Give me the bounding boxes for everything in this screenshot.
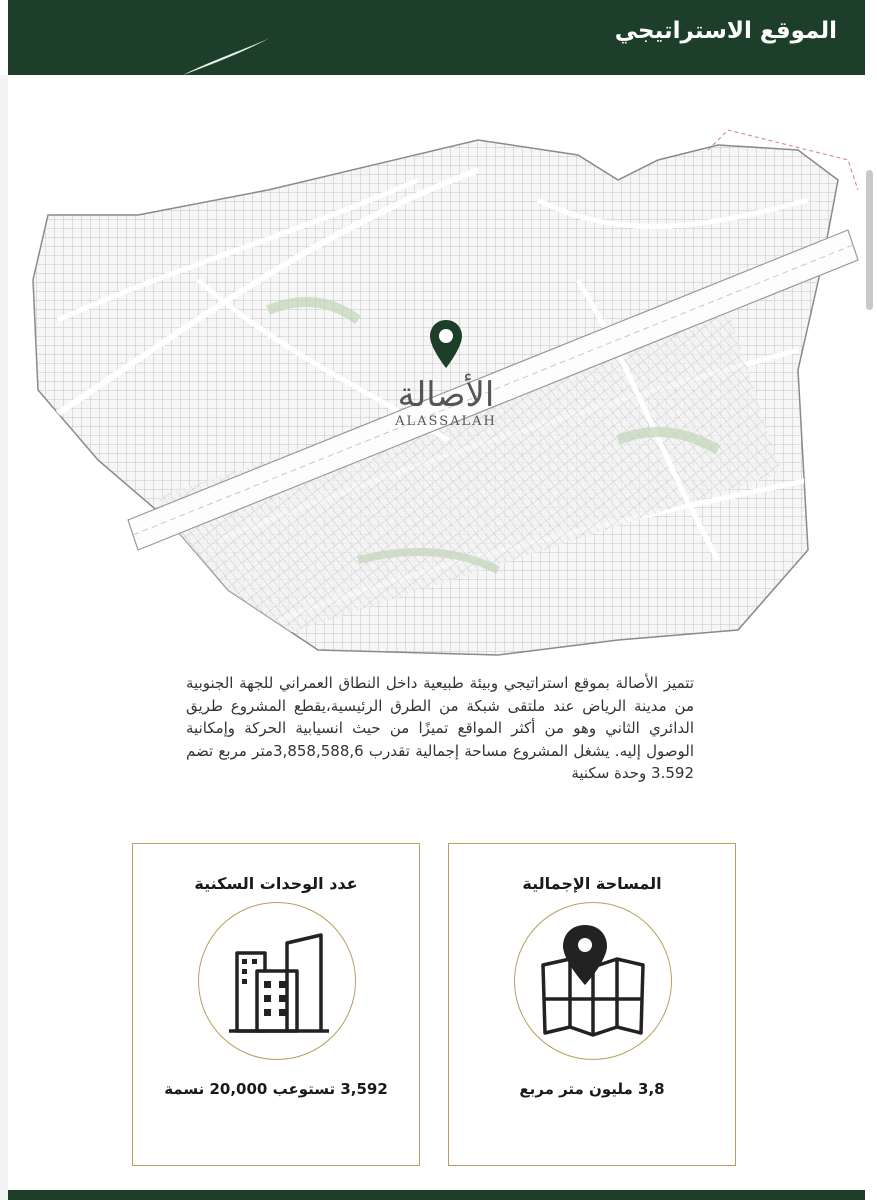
header-swoosh-decoration — [8, 0, 308, 75]
logo-arabic-text: الأصالة — [397, 375, 495, 415]
buildings-icon — [199, 903, 354, 1058]
page-left-edge — [0, 75, 8, 1200]
project-logo — [386, 318, 506, 429]
units-card-title: عدد الوحدات السكنية — [194, 874, 358, 893]
location-description: تتميز الأصالة بموقع استراتيجي وبيئة طبيعية داخل النطاق العمراني للجهة الجنوبية من مدينة الرياض عند ملتقى شبكة من الطرق الرئيسية،يقطع المشروع طريق الدائري الثاني وهو من أكثر المواقع تميزًا من حيث انسيابية الحركة وإمكانية الوصول إليه. يشغل المشروع مساحة إجمالية تقدرب 3,858,588,6متر مربع تضم 3.592 وحدة سكنية — [186, 674, 695, 782]
units-card — [132, 843, 420, 1166]
scrollbar[interactable] — [866, 170, 873, 310]
area-card — [448, 843, 736, 1166]
area-card-value: 3,8 مليون متر مربع — [519, 1080, 665, 1098]
page-header — [8, 0, 865, 75]
location-pin-icon — [428, 318, 464, 370]
map-pin-icon — [515, 903, 670, 1058]
page-footer — [8, 1190, 865, 1200]
units-icon-circle — [198, 902, 356, 1060]
page-title: الموقع الاستراتيجي — [614, 18, 837, 44]
area-card-title: المساحة الإجمالية — [522, 874, 662, 893]
logo-english-text: ALASSALAH — [395, 414, 497, 429]
units-card-value: 3,592 تستوعب 20,000 نسمة — [164, 1080, 388, 1098]
area-icon-circle — [514, 902, 672, 1060]
